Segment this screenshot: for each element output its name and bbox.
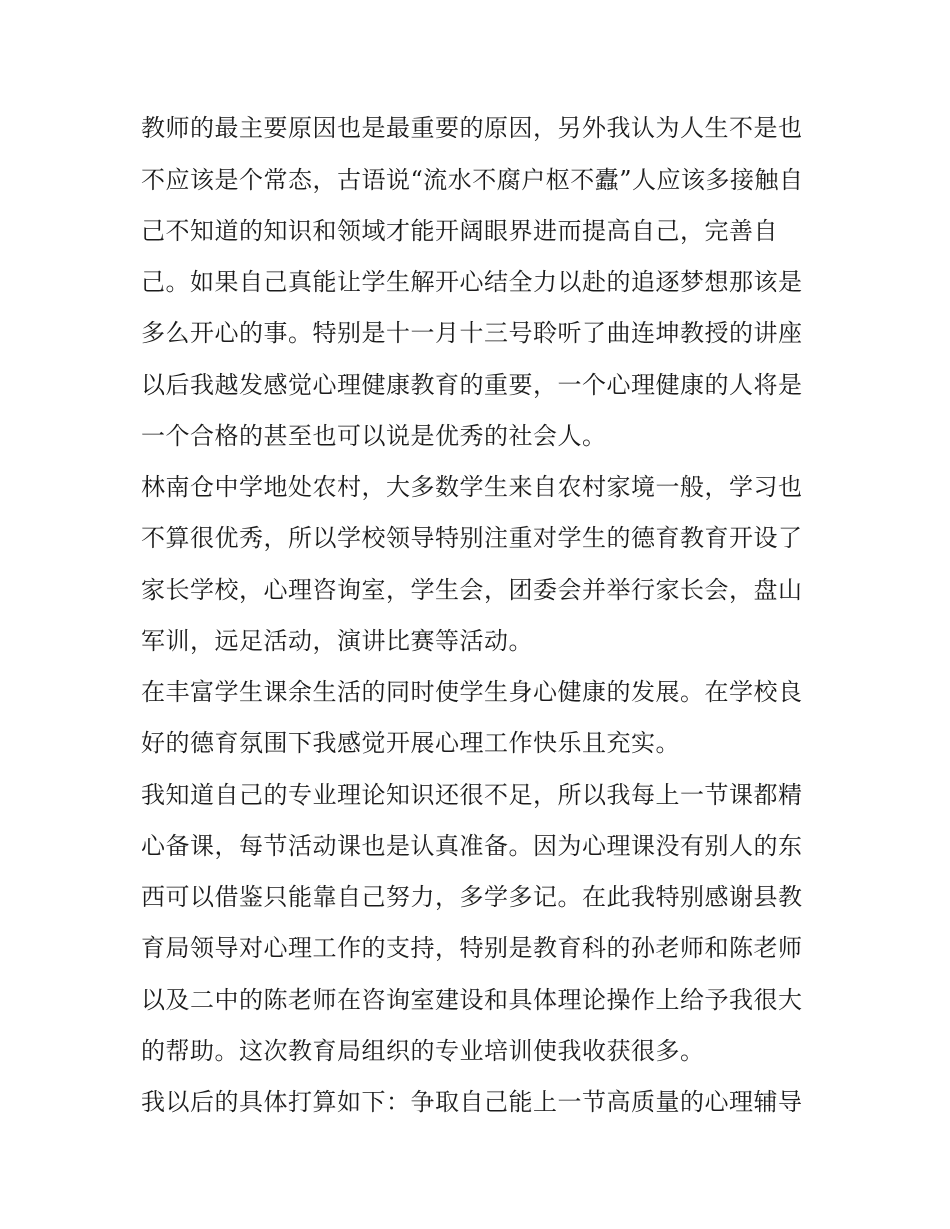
text-line: 己。如果自己真能让学生解开心结全力以赴的追逐梦想那该是 [141, 268, 803, 296]
text-line: 西可以借鉴只能靠自己努力，多学多记。在此我特别感谢县教 [141, 883, 803, 911]
text-line: 不应该是个常态，古语说“流水不腐户枢不蠹”人应该多接触自 [141, 166, 804, 194]
text-line: 我知道自己的专业理论知识还很不足，所以我每上一节课都精 [141, 781, 803, 809]
text-line: 好的德育氛围下我感觉开展心理工作快乐且充实。 [141, 729, 680, 757]
text-line: 军训，远足活动，演讲比赛等活动。 [141, 627, 533, 655]
text-line: 林南仓中学地处农村，大多数学生来自农村家境一般，学习也 [141, 473, 803, 501]
text-line: 己不知道的知识和领域才能开阔眼界进而提高自己，完善自 [141, 217, 778, 245]
text-line: 以后我越发感觉心理健康教育的重要，一个心理健康的人将是 [141, 371, 803, 399]
text-line: 心备课，每节活动课也是认真准备。因为心理课没有别人的东 [141, 832, 803, 860]
text-line: 一个合格的甚至也可以说是优秀的社会人。 [141, 422, 607, 450]
text-line: 在丰富学生课余生活的同时使学生身心健康的发展。在学校良 [141, 678, 803, 706]
text-line: 的帮助。这次教育局组织的专业培训使我收获很多。 [141, 1037, 705, 1065]
text-line: 不算很优秀，所以学校领导特别注重对学生的德育教育开设了 [141, 524, 803, 552]
text-line: 家长学校，心理咨询室，学生会，团委会并举行家长会，盘山 [141, 576, 803, 604]
text-line: 我以后的具体打算如下：争取自己能上一节高质量的心理辅导 [141, 1088, 803, 1116]
text-line: 多么开心的事。特别是十一月十三号聆听了曲连坤教授的讲座 [141, 319, 803, 347]
text-line: 教师的最主要原因也是最重要的原因，另外我认为人生不是也 [141, 114, 803, 142]
text-line: 以及二中的陈老师在咨询室建设和具体理论操作上给予我很大 [141, 986, 803, 1014]
text-line: 育局领导对心理工作的支持，特别是教育科的孙老师和陈老师 [141, 934, 803, 962]
